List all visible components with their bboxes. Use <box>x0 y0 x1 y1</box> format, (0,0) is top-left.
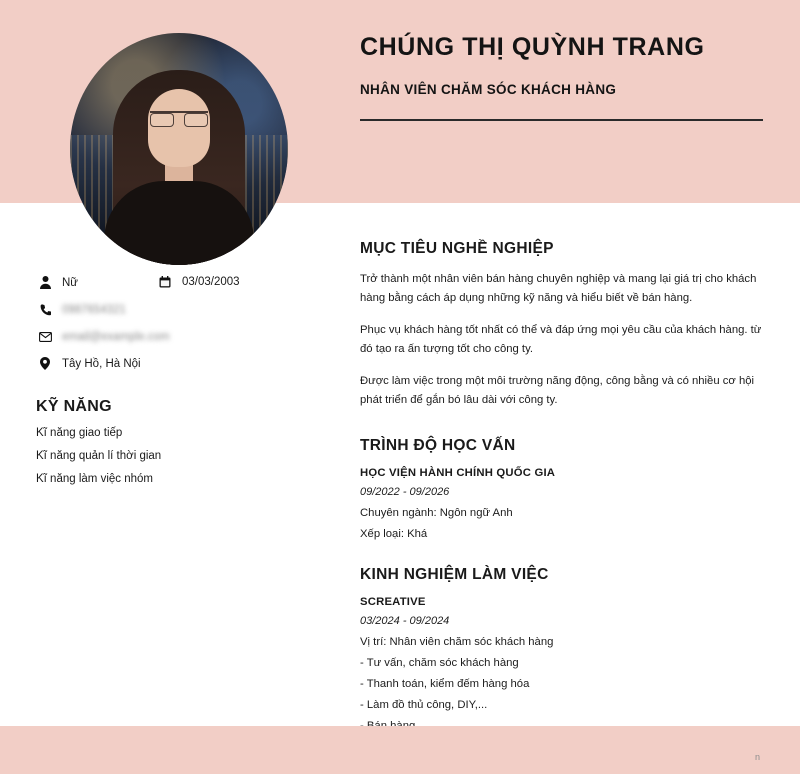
page-title: CHÚNG THỊ QUỲNH TRANG <box>360 33 705 61</box>
section-education <box>360 437 768 540</box>
portrait-face <box>148 89 210 167</box>
contact-email-value: email@example.com <box>62 331 170 343</box>
right-column <box>360 240 768 741</box>
avatar <box>70 33 288 265</box>
contact-location-row <box>36 357 141 370</box>
calendar-icon <box>156 276 174 288</box>
education-grade: Xếp loại: Khá <box>360 527 428 540</box>
contact-email-row <box>36 331 170 343</box>
section-experience <box>360 566 768 732</box>
mail-icon <box>36 332 54 342</box>
contact-location-value: Tây Hồ, Hà Nội <box>62 357 141 370</box>
left-column <box>36 272 326 485</box>
person-icon <box>36 276 54 289</box>
glasses-icon <box>150 111 208 126</box>
list-item: Kĩ năng làm việc nhóm <box>36 473 153 485</box>
contact-birthday-row <box>156 276 240 288</box>
portrait-photo <box>70 33 288 265</box>
phone-icon <box>36 304 54 316</box>
objective-paragraph: Trở thành một nhân viên bán hàng chuyên nghiệp và mang lại giá trị cho khách hàng bằng cách áp dụng những kỹ năng và hiểu biết về bán hàng. <box>360 273 757 305</box>
contact-phone-value: 0987654321 <box>62 304 126 316</box>
contact-phone-row <box>36 304 126 316</box>
list-item: - Thanh toán, kiểm đếm hàng hóa <box>360 677 530 690</box>
contact-gender-row <box>36 276 78 289</box>
list-item: - Làm đồ thủ công, DIY,... <box>360 698 488 711</box>
footer-mark: n <box>754 752 760 762</box>
education-school: HỌC VIỆN HÀNH CHÍNH QUỐC GIA <box>360 466 556 479</box>
skills-heading: KỸ NĂNG <box>36 398 112 415</box>
experience-position: Vị trí: Nhân viên chăm sóc khách hàng <box>360 635 554 648</box>
experience-heading: KINH NGHIỆM LÀM VIỆC <box>360 565 549 583</box>
footer-band <box>0 726 800 774</box>
education-major: Chuyên ngành: Ngôn ngữ Anh <box>360 506 513 519</box>
pin-icon <box>36 357 54 370</box>
contact-info-group <box>36 272 326 382</box>
education-heading: TRÌNH ĐỘ HỌC VẤN <box>360 436 516 454</box>
objective-heading: MỤC TIÊU NGHỀ NGHIỆP <box>360 240 554 257</box>
portrait-body <box>104 181 254 265</box>
experience-company: SCREATIVE <box>360 595 426 608</box>
education-dates: 09/2022 - 09/2026 <box>360 485 450 498</box>
contact-birthday-value: 03/03/2003 <box>182 276 240 288</box>
header-text-block <box>360 34 770 121</box>
contact-gender-value: Nữ <box>62 276 79 289</box>
experience-dates: 03/2024 - 09/2024 <box>360 614 450 627</box>
objective-paragraph: Được làm việc trong một môi trường năng động, công bằng và có nhiều cơ hội phát triển để gắn bó lâu dài với công ty. <box>360 374 755 407</box>
objective-paragraph: Phục vụ khách hàng tốt nhất có thể và đáp ứng mọi yêu cầu của khách hàng. từ đó tạo ra ấn tượng tốt cho công ty. <box>360 323 762 356</box>
list-item: Kĩ năng quản lí thời gian <box>36 450 162 462</box>
list-item: Kĩ năng giao tiếp <box>36 427 123 439</box>
job-title: NHÂN VIÊN CHĂM SÓC KHÁCH HÀNG <box>360 81 617 97</box>
section-objective <box>360 240 768 411</box>
header-divider <box>360 119 763 121</box>
list-item: - Tư vấn, chăm sóc khách hàng <box>360 656 519 669</box>
